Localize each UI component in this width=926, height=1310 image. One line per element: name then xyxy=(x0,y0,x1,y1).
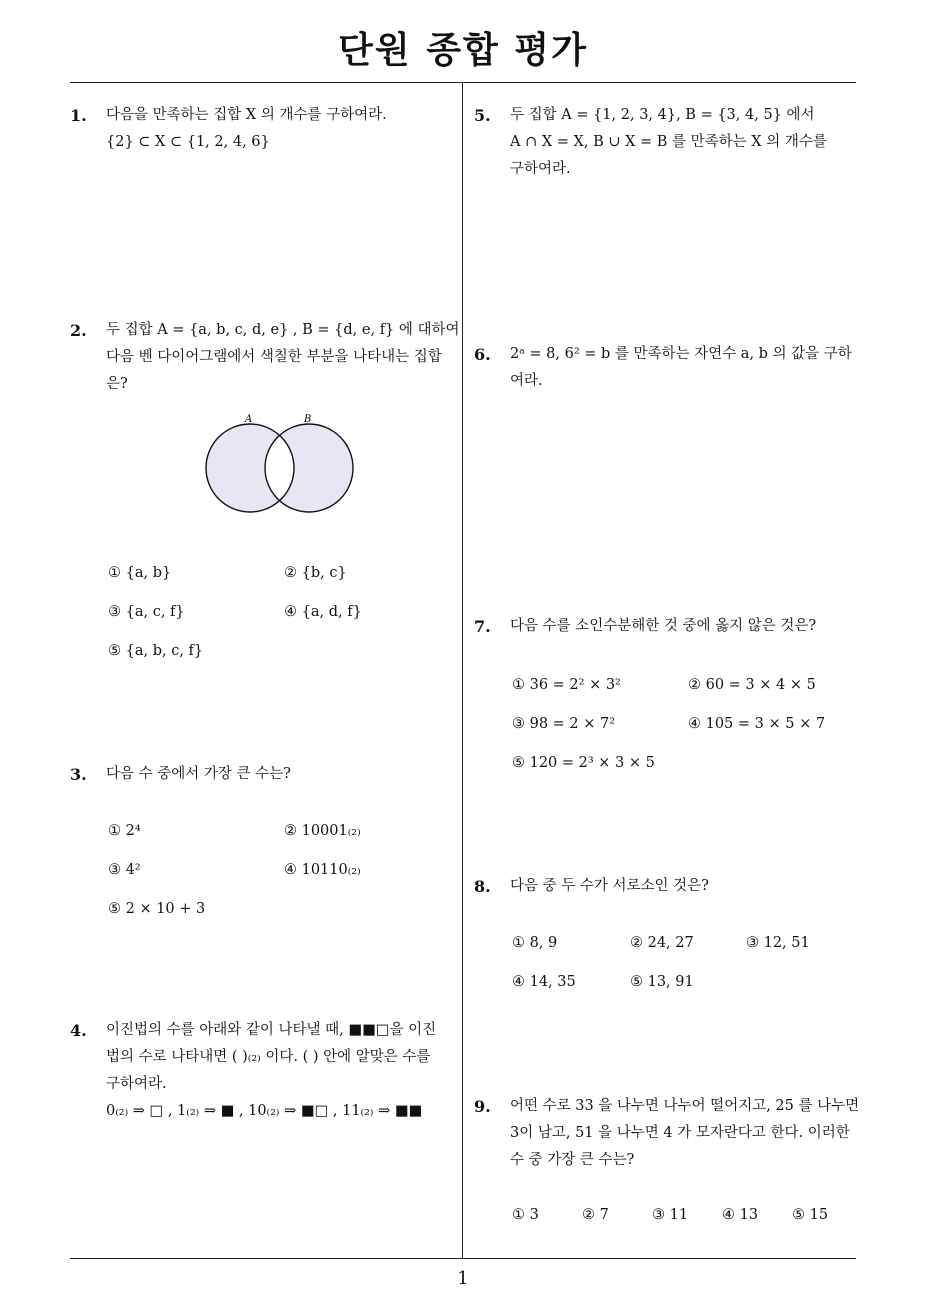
question-5 xyxy=(474,102,859,183)
question-text-line: 다음을 만족하는 집합 X 의 개수를 구하여라. xyxy=(106,107,387,123)
option-5[interactable]: ⑤ 120 = 2³ × 3 × 5 xyxy=(512,755,655,771)
option-3[interactable]: ③ 11 xyxy=(652,1207,689,1223)
question-text-line: 2ᵃ = 8, 6² = b 를 만족하는 자연수 a, b 의 값을 구하 xyxy=(510,346,852,362)
question-text-line: 은? xyxy=(106,376,128,392)
question-text-line: 수 중 가장 큰 수는? xyxy=(510,1152,635,1168)
question-6 xyxy=(474,341,859,395)
question-number: 3. xyxy=(70,765,87,784)
option-5[interactable]: ⑤ {a, b, c, f} xyxy=(108,643,204,659)
question-text-line: 3이 남고, 51 을 나누면 4 가 모자란다고 한다. 이러한 xyxy=(510,1125,850,1141)
option-4[interactable]: ④ {a, d, f} xyxy=(284,604,362,620)
option-5[interactable]: ⑤ 13, 91 xyxy=(630,974,694,990)
venn-label-a: A xyxy=(245,414,253,425)
option-3[interactable]: ③ {a, c, f} xyxy=(108,604,185,620)
option-5[interactable]: ⑤ 2 × 10 + 3 xyxy=(108,901,206,917)
option-1[interactable]: ① 36 = 2² × 3² xyxy=(512,677,621,693)
top-rule xyxy=(70,82,856,83)
question-number: 7. xyxy=(474,617,491,636)
option-4[interactable]: ④ 13 xyxy=(722,1207,759,1223)
column-divider xyxy=(462,82,463,1258)
option-4[interactable]: ④ 14, 35 xyxy=(512,974,576,990)
question-text-line: 구하여라. xyxy=(106,1076,167,1092)
option-1[interactable]: ① 2⁴ xyxy=(108,823,141,839)
option-2[interactable]: ② 7 xyxy=(582,1207,609,1223)
question-1 xyxy=(70,102,455,156)
question-text-line: 구하여라. xyxy=(510,161,571,177)
question-text-line: 이진법의 수를 아래와 같이 나타낼 때, ■■□을 이진 xyxy=(106,1022,437,1038)
option-1[interactable]: ① 3 xyxy=(512,1207,539,1223)
question-number: 1. xyxy=(70,106,87,125)
question-4 xyxy=(70,1017,460,1125)
page-number: 1 xyxy=(457,1268,469,1289)
question-2 xyxy=(70,317,460,398)
question-number: 4. xyxy=(70,1021,87,1040)
question-number: 6. xyxy=(474,345,491,364)
question-text-line: 0₍₂₎ ⇒ □ , 1₍₂₎ ⇒ ■ , 10₍₂₎ ⇒ ■□ , 11₍₂₎ ⇒ ■■ xyxy=(106,1103,423,1119)
option-2[interactable]: ② {b, c} xyxy=(284,565,347,581)
question-text-line: A ∩ X = X, B ∪ X = B 를 만족하는 X 의 개수를 xyxy=(510,134,827,150)
question-text-line: 두 집합 A = {a, b, c, d, e} , B = {d, e, f} 에 대하여 xyxy=(106,322,460,338)
option-3[interactable]: ③ 98 = 2 × 7² xyxy=(512,716,616,732)
page-title: 단원 종합 평가 xyxy=(338,30,588,71)
option-1[interactable]: ① {a, b} xyxy=(108,565,172,581)
option-2[interactable]: ② 10001₍₂₎ xyxy=(284,823,361,839)
option-5[interactable]: ⑤ 15 xyxy=(792,1207,829,1223)
option-4[interactable]: ④ 105 = 3 × 5 × 7 xyxy=(688,716,826,732)
bottom-rule xyxy=(70,1258,856,1259)
option-1[interactable]: ① 8, 9 xyxy=(512,935,558,951)
question-number: 2. xyxy=(70,321,87,340)
venn-diagram xyxy=(200,410,360,515)
question-8 xyxy=(474,873,859,900)
question-text-line: 다음 벤 다이어그램에서 색칠한 부분을 나타내는 집합 xyxy=(106,349,442,365)
question-text-line: {2} ⊂ X ⊂ {1, 2, 4, 6} xyxy=(106,134,270,150)
option-2[interactable]: ② 24, 27 xyxy=(630,935,694,951)
question-number: 9. xyxy=(474,1097,491,1116)
venn-diagram-svg xyxy=(200,410,360,515)
question-text-line: 법의 수로 나타내면 ( )₍₂₎ 이다. ( ) 안에 알맞은 수를 xyxy=(106,1049,431,1065)
question-9 xyxy=(474,1093,859,1174)
question-number: 5. xyxy=(474,106,491,125)
option-3[interactable]: ③ 12, 51 xyxy=(746,935,810,951)
question-text-line: 다음 수를 소인수분해한 것 중에 옳지 않은 것은? xyxy=(510,618,817,634)
option-2[interactable]: ② 60 = 3 × 4 × 5 xyxy=(688,677,816,693)
question-text-line: 다음 수 중에서 가장 큰 수는? xyxy=(106,766,291,782)
question-number: 8. xyxy=(474,877,491,896)
question-7 xyxy=(474,613,859,640)
question-3 xyxy=(70,761,455,788)
question-text-line: 어떤 수로 33 을 나누면 나누어 떨어지고, 25 를 나누면 xyxy=(510,1098,860,1114)
option-3[interactable]: ③ 4² xyxy=(108,862,141,878)
question-text-line: 두 집합 A = {1, 2, 3, 4}, B = {3, 4, 5} 에서 xyxy=(510,107,815,123)
question-text-line: 여라. xyxy=(510,373,543,389)
option-4[interactable]: ④ 10110₍₂₎ xyxy=(284,862,361,878)
venn-label-b: B xyxy=(304,414,312,425)
question-text-line: 다음 중 두 수가 서로소인 것은? xyxy=(510,878,709,894)
